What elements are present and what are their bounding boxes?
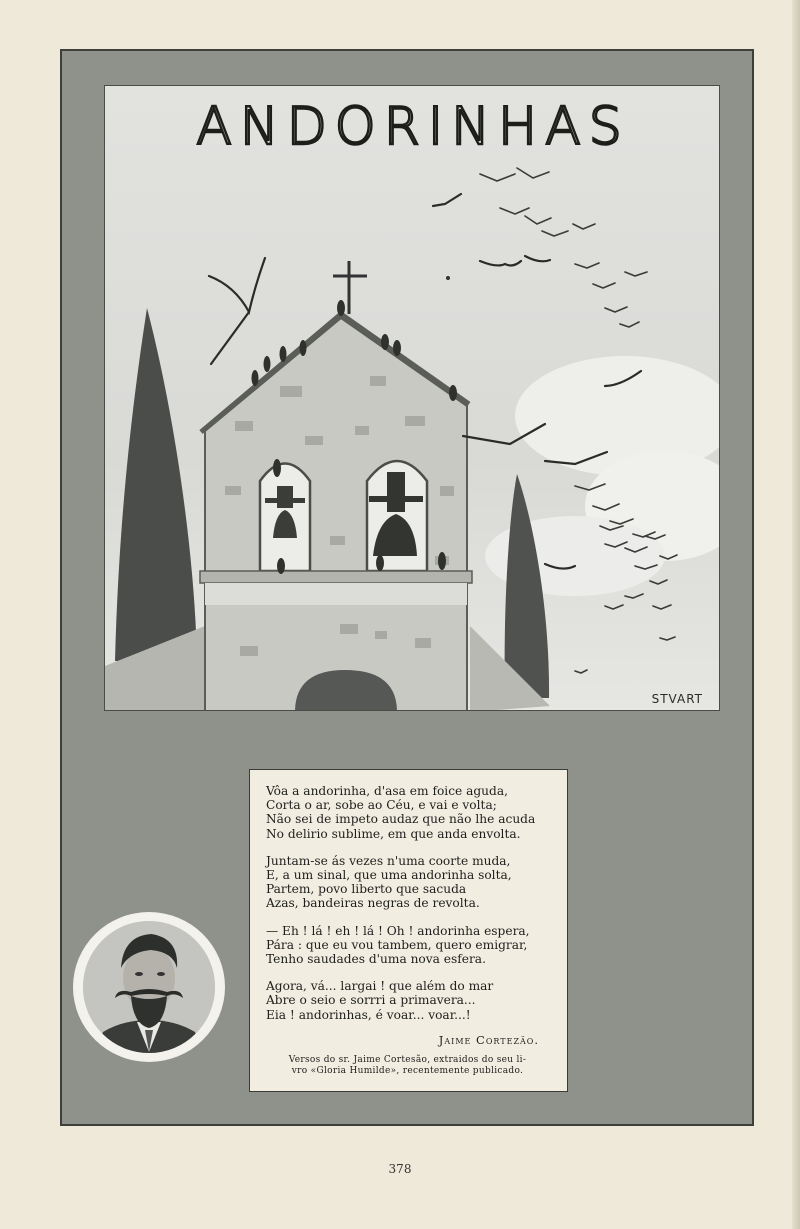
- page-edge: [792, 0, 800, 1229]
- poem-line: — Eh ! lá ! eh ! lá ! Oh ! andorinha espera,: [266, 923, 530, 938]
- page-number: 378: [388, 1162, 412, 1176]
- poem-line: E, a um sinal, que uma andorinha solta,: [266, 868, 512, 883]
- poem-line: Eia ! andorinhas, é voar... voar...!: [266, 1007, 471, 1022]
- author-portrait: [73, 912, 225, 1062]
- poem-author: Jaime Cortezão.: [438, 1032, 539, 1047]
- poem-note-line: Versos do sr. Jaime Cortesão, extraidos do seu li-: [288, 1054, 527, 1065]
- bell-tower-illustration: [104, 85, 720, 711]
- poem-stanza: [266, 784, 557, 841]
- poem-note: [258, 1055, 557, 1077]
- poem-stanza: [266, 979, 557, 1022]
- poem-line: Pára : que eu vou tambem, quero emigrar,: [266, 937, 528, 952]
- poem-line: No delirio sublime, em que anda envolta.: [266, 826, 521, 841]
- illustration-title: ANDORINHAS: [196, 97, 630, 157]
- poem-line: Agora, vá... largai ! que além do mar: [266, 979, 494, 994]
- poem-line: Tenho saudades d'uma nova esfera.: [266, 952, 486, 967]
- poem-line: Abre o seio e sorrri a primavera...: [266, 993, 476, 1008]
- poem-line: Azas, bandeiras negras de revolta.: [266, 896, 480, 911]
- poem-stanza: [266, 924, 557, 967]
- poem-note-line: vro «Gloria Humilde», recentemente publicado.: [291, 1065, 524, 1076]
- poem-stanza: [266, 854, 557, 911]
- poem-line: Corta o ar, sobe ao Céu, e vai e volta;: [266, 798, 497, 813]
- poem-line: Não sei de impeto audaz que não lhe acuda: [266, 812, 536, 827]
- poem-line: Partem, povo liberto que sacuda: [266, 882, 467, 897]
- poem-line: Vôa a andorinha, d'asa em foice aguda,: [266, 784, 508, 798]
- poem-line: Juntam-se ás vezes n'uma coorte muda,: [266, 853, 511, 868]
- poem-box: [249, 769, 568, 1092]
- artist-signature: STVART: [651, 692, 703, 706]
